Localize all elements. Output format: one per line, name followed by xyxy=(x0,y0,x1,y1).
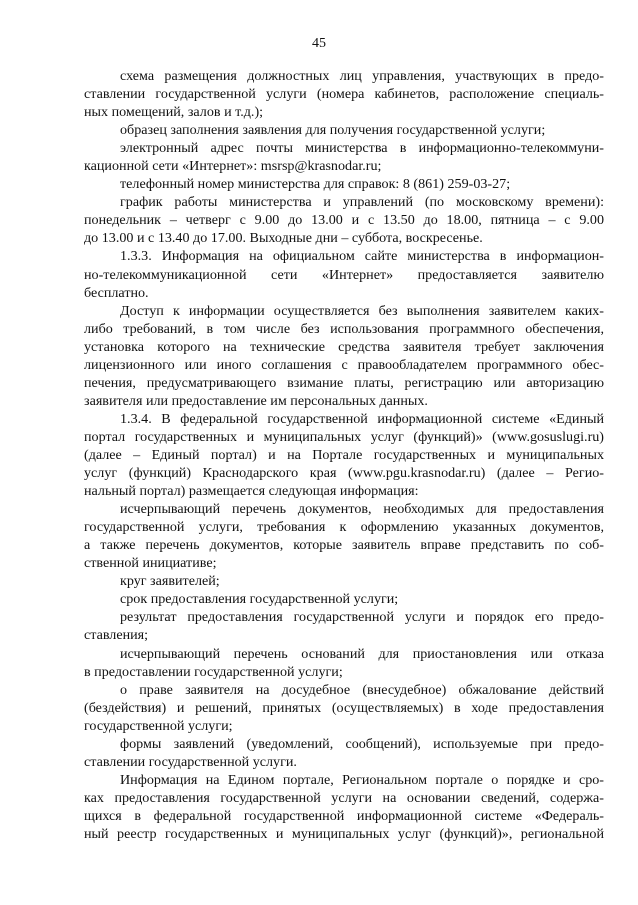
text-line: график работы министерства и управлений (по московскому времени): xyxy=(120,194,604,211)
text-line: срок предоставления государственной услуги; xyxy=(120,591,399,608)
text-line: установка которого на технические средства заявителя требует заключения xyxy=(84,338,604,355)
text-line: а также перечень документов, которые заявитель вправе представить по соб- xyxy=(84,537,604,554)
text-line: исчерпывающий перечень оснований для приостановления или отказа xyxy=(120,645,604,662)
text-line: ставления; xyxy=(84,627,149,644)
text-line: либо требований, в том числе без использования программного обеспечения, xyxy=(84,320,604,337)
text-line: круг заявителей; xyxy=(120,573,220,590)
document-body xyxy=(84,67,604,843)
text-line: ставлении государственной услуги. xyxy=(84,753,297,770)
text-line: (далее – Единый портал) и на Портале государственных и муниципальных xyxy=(84,446,604,463)
text-line: формы заявлений (уведомлений, сообщений), используемые при предо- xyxy=(120,735,604,752)
text-line: ных помещений, залов и т.д.); xyxy=(84,104,264,121)
text-line: ках предоставления государственной услуги на основании сведений, содержа- xyxy=(84,789,604,806)
text-line: государственной услуги; xyxy=(84,717,233,734)
text-line: схема размещения должностных лиц управления, участвующих в предо- xyxy=(120,68,604,84)
text-line: услуг (функций) Краснодарского края (www.pgu.krasnodar.ru) (далее – Регио- xyxy=(84,465,604,482)
text-line: государственной услуги, требования к оформлению указанных документов, xyxy=(84,519,604,536)
text-line: ставлении государственной услуги (номера кабинетов, расположение специаль- xyxy=(84,86,604,103)
text-line: электронный адрес почты министерства в информационно-телекоммуни- xyxy=(120,140,604,157)
text-line: о праве заявителя на досудебное (внесудебное) обжалование действий xyxy=(120,681,604,698)
text-line: (бездействия) и решений, принятых (осуществляемых) в ходе предоставления xyxy=(84,699,604,716)
text-line: кационной сети «Интернет»: msrsp@krasnodar.ru; xyxy=(84,158,382,175)
text-line: бесплатно. xyxy=(84,284,149,301)
text-line: ственной инициативе; xyxy=(84,555,217,572)
text-line: заявителя или предоставление им персональных данных. xyxy=(84,392,428,409)
text-line: в предоставлении государственной услуги; xyxy=(84,663,343,680)
text-line: Доступ к информации осуществляется без выполнения заявителем каких- xyxy=(120,302,604,319)
text-line: печения, предусматривающего взимание платы, регистрацию или авторизацию xyxy=(84,374,604,391)
text-line: исчерпывающий перечень документов, необходимых для предоставления xyxy=(120,501,604,518)
text-line: 1.3.4. В федеральной государственной информационной системе «Единый xyxy=(120,410,604,427)
text-line: 1.3.3. Информация на официальном сайте министерства в информацион- xyxy=(120,248,604,265)
text-line: до 13.00 и с 13.40 до 17.00. Выходные дни – суббота, воскресенье. xyxy=(84,230,483,247)
text-line: телефонный номер министерства для справок: 8 (861) 259-03-27; xyxy=(120,176,511,193)
text-line: нальный портал) размещается следующая информация: xyxy=(84,483,419,500)
text-line: щихся в федеральной государственной информационной системе «Федераль- xyxy=(84,807,604,824)
page-number: 45 xyxy=(312,36,326,51)
text-line: ный реестр государственных и муниципальных услуг (функций)», региональной xyxy=(84,825,604,842)
text-line: образец заполнения заявления для получения государственной услуги; xyxy=(120,122,546,139)
text-line: понедельник – четверг с 9.00 до 13.00 и с 13.50 до 18.00, пятница – с 9.00 xyxy=(84,212,604,229)
text-line: лицензионного или иного соглашения с правообладателем программного обес- xyxy=(84,356,604,373)
text-line: результат предоставления государственной услуги и порядок его предо- xyxy=(120,609,604,626)
text-line: портал государственных и муниципальных услуг (функций)» (www.gosuslugi.ru) xyxy=(84,428,604,445)
text-line: Информация на Едином портале, Региональном портале о порядке и сро- xyxy=(120,771,604,788)
text-line: но-телекоммуникационной сети «Интернет» предоставляется заявителю xyxy=(84,266,604,283)
